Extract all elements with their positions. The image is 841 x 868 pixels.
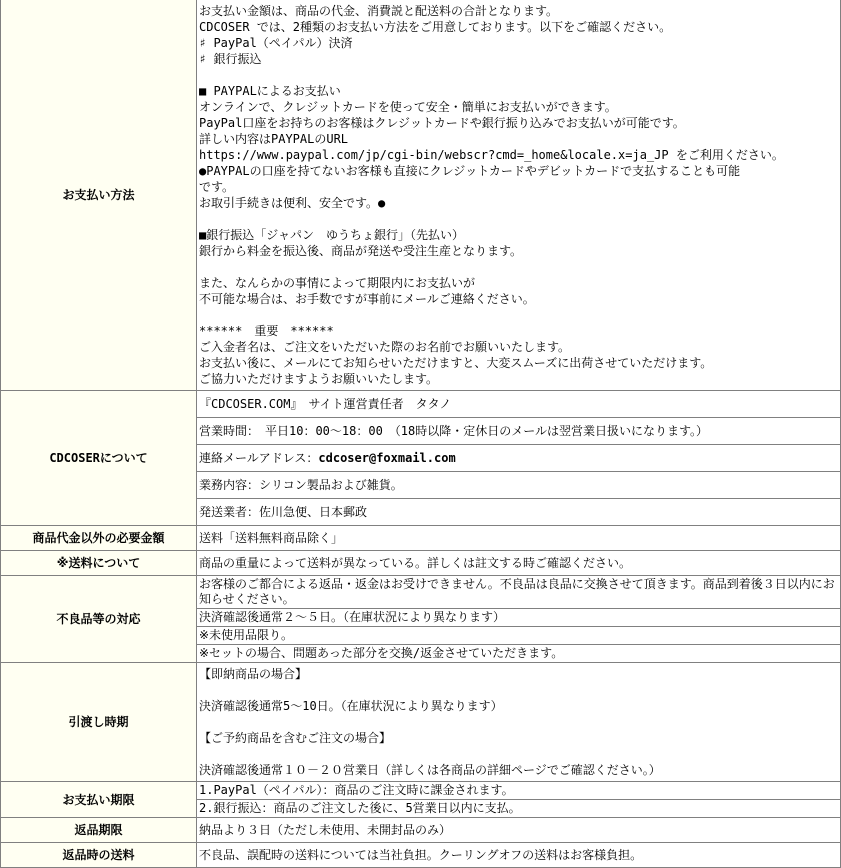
defective-policy-content [197,576,840,662]
delivery-time-line: 決済確認後通常１０－２０営業日（詳しくは各商品の詳細ページでご確認ください。） [199,763,661,777]
payment-method-line: ご協力いただけますようお願いいたします。 [199,372,439,386]
row-label-return-shipping-cost: 返品時の送料 [1,843,197,867]
payment-method-line [199,211,838,227]
contact-email-label: 連絡メールアドレス： [199,451,319,465]
about-site-operator: 『CDCOSER.COM』 サイト運営責任者 タタノ [199,397,452,411]
delivery-time-line: 【ご予約商品を含むご注文の場合】 [199,731,392,745]
return-shipping-cost-text: 不良品、誤配時の送料については当社負担。クーリングオフの送料はお客様負担。 [199,848,643,862]
row-label-shipping-note: ※送料について [1,551,197,575]
payment-method-line [199,259,838,275]
row-return-deadline [1,817,840,842]
about-contact-email-row [197,444,840,471]
row-shipping-note [1,550,840,575]
row-label-extra-fees: 商品代金以外の必要金額 [1,526,197,550]
payment-deadline-content [197,782,840,817]
payment-method-line: CDCOSER では、2種類のお支払い方法をご用意しております。以下をご確認ください。 [199,20,672,34]
shipping-note-text: 商品の重量によって送料が異なっている。詳しくは註文する時ご確認ください。 [199,556,632,570]
payment-method-line: お支払い後に、メールにてお知らせいただけますと、大変スムーズに出荷させていただけます。 [199,356,713,370]
delivery-time-text [199,666,838,778]
row-defective-policy [1,575,840,662]
row-about [1,390,840,525]
payment-method-line [199,307,838,323]
row-label-payment-method: お支払い方法 [1,0,197,390]
payment-method-line: https://www.paypal.com/jp/cgi-bin/webscr?cmd=_home&locale.x=ja_JP をご利用ください。 [199,148,784,162]
payment-method-line: PayPal口座をお持ちのお客様はクレジットカードや銀行振り込みでお支払いが可能です。 [199,116,685,130]
return-deadline-content [197,818,840,842]
payment-method-line [199,67,838,83]
about-business-hours: 営業時間： 平日10：00～18：00 （18時以降・定休日のメールは翌営業日扱いになります。） [197,417,840,444]
delivery-time-content [197,663,840,781]
payment-method-line: ♯ 銀行振込 [199,52,262,66]
row-label-delivery-time: 引渡し時期 [1,663,197,781]
extra-fees-text: 送料「送料無料商品除く」 [199,531,344,545]
delivery-time-line [199,714,838,730]
delivery-time-line [199,682,838,698]
return-deadline-text: 納品より３日（ただし未使用、未開封品のみ） [199,823,452,837]
row-delivery-time [1,662,840,781]
extra-fees-content [197,526,840,550]
payment-method-line: ****** 重要 ****** [199,324,334,338]
defective-policy-line: ※セットの場合、問題あった部分を交換/返金させていただきます。 [197,644,840,662]
row-return-shipping-cost [1,842,840,867]
defective-policy-line: お客様のご都合による返品・返金はお受けできません。不良品は良品に交換させて頂きます。商品到着後３日以内にお知らせください。 [199,577,835,606]
row-label-about: CDCOSERについて [1,391,197,525]
payment-method-line: ご入金者名は、ご注文をいただいた際のお名前でお願いいたします。 [199,340,571,354]
defective-policy-line: 決済確認後通常２～５日。（在庫状況により異なります） [197,608,840,626]
payment-method-line: お取引手続きは便利、安全です。● [199,196,386,210]
payment-method-line: 詳しい内容はPAYPALのURL [199,132,349,146]
row-label-defective-policy: 不良品等の対応 [1,576,197,662]
payment-method-line: 不可能な場合は、お手数ですが事前にメールご連絡ください。 [199,292,535,306]
defective-policy-line: ※未使用品限り。 [197,626,840,644]
payment-deadline-line: 1.PayPal（ペイパル）：商品のご注文時に課金されます。 [199,783,514,797]
payment-deadline-text [197,782,840,817]
delivery-time-line [199,746,838,762]
payment-method-line: ♯ PayPal（ペイパル）決済 [199,36,353,50]
about-business-description: 業務内容：シリコン製品および雑貨。 [197,471,840,498]
about-content [197,391,840,525]
payment-method-text [199,3,838,387]
payment-method-line: ●PAYPALの口座を持てないお客様も直接にクレジットカードやデビットカードで支払することも可能 [199,164,741,178]
row-extra-fees [1,525,840,550]
payment-method-line: オンラインで、クレジットカードを使って安全・簡単にお支払いができます。 [199,100,617,114]
defective-policy-text [197,576,840,662]
payment-method-content [197,0,840,390]
row-label-return-deadline: 返品期限 [1,818,197,842]
payment-deadline-line: 2.銀行振込：商品のご注文した後に、5営業日以内に支払。 [197,799,840,817]
payment-method-line: です。 [199,180,235,194]
payment-method-line: お支払い金額は、商品の代金、消費説と配送料の合計となります。 [199,4,559,18]
payment-method-line: ■銀行振込「ジャパン ゆうちょ銀行」（先払い） [199,228,464,242]
shipping-note-content [197,551,840,575]
row-payment-deadline [1,781,840,817]
payment-method-line: ■ PAYPALによるお支払い [199,84,341,98]
row-payment-method [1,0,840,390]
delivery-time-line: 【即納商品の場合】 [199,667,308,681]
contact-email-address: cdcoser@foxmail.com [318,451,456,465]
payment-method-line: また、なんらかの事情によって期限内にお支払いが [199,276,476,290]
about-shipping-carriers: 発送業者：佐川急便、日本郵政 [197,498,840,525]
return-shipping-cost-content [197,843,840,867]
delivery-time-line: 決済確認後通常5～10日。（在庫状況により異なります） [199,699,503,713]
payment-method-line: 銀行から料金を振込後、商品が発送や受注生産となります。 [199,244,523,258]
row-label-payment-deadline: お支払い期限 [1,782,197,817]
